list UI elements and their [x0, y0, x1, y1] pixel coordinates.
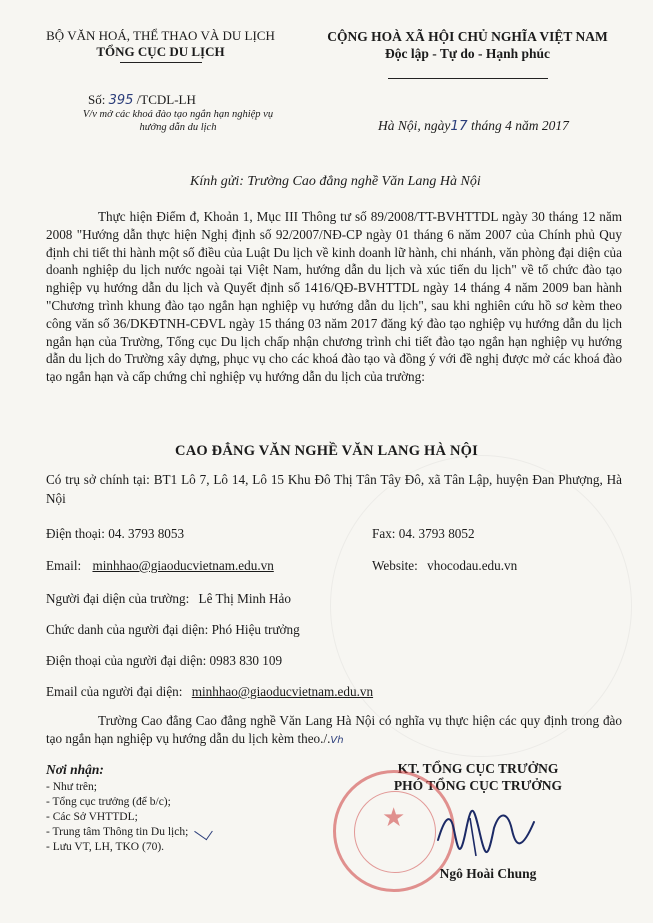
subject-line: V/v mở các khoá đào tạo ngắn hạn nghiệp vụ hướng dẫn du lịch — [82, 109, 274, 133]
address-field: Có trụ sở chính tại: BT1 Lô 7, Lô 14, Lô 15 Khu Đô Thị Tân Tây Đô, xã Tân Lập, huyện Đan Phượng, Hà Nội — [46, 472, 623, 506]
document-number: Số: 395 /TCDL-LH — [88, 92, 196, 108]
list-item: - Các Sở VHTTDL; — [46, 810, 138, 823]
rep-phone-field: Điện thoại của người đại diện: 0983 830 109 — [46, 653, 283, 668]
issuer-block — [38, 28, 283, 60]
agency-name: TỔNG CỤC DU LỊCH — [96, 44, 225, 59]
national-motto: Độc lập - Tự do - Hạnh phúc — [384, 46, 551, 61]
phone-field: Điện thoại: 04. 3793 8053 — [46, 526, 185, 541]
representative-field: Người đại diện của trường: Lê Thị Minh Hảo — [46, 591, 291, 606]
email-link[interactable]: minhhao@giaoducvietnam.edu.vn — [92, 558, 274, 573]
handwritten-day: 17 — [450, 118, 468, 134]
motto-underline — [388, 78, 548, 79]
list-item: - Như trên; — [46, 780, 97, 793]
check-mark-icon — [194, 823, 213, 841]
body-paragraph: Thực hiện Điểm đ, Khoản 1, Mục III Thông tư số 89/2008/TT-BVHTTDL ngày 30 tháng 12 năm 2008 "Hướng dẫn thực hiện Nghị định số 92/2007/NĐ-CP ngày 01 tháng 6 năm 2007 của Chính phủ Quy định chi tiết thi hành một số điều của Luật Du lịch về kinh doanh lữ hành, chi nhánh, văn phòng đại diện của doanh nghiệp du lịch nước ngoài tại Việt Nam, hướng dẫn du lịch và xúc tiến du lịch" về tổ chức đào tạo nghiệp vụ hướng dẫn du lịch và Quyết định số 1416/QĐ-BVHTTDL ngày 14 tháng 4 năm 2009 ban hành "Chương trình khung đào tạo ngắn hạn nghiệp vụ hướng dẫn du lịch", sau khi nghiên cứu hồ sơ kèm theo công văn số 36/DKĐTNH-CĐVL ngày 15 tháng 03 năm 2017 đăng ký đào tạo nghiệp vụ hướng dẫn du lịch ngắn hạn của Trường, Tổng cục Du lịch chấp nhận chương trình chi tiết đào tạo ngắn hạn nghiệp vụ hướng dẫn du lịch do Trường xây dựng, phục vụ cho các khoá đào tạo và đồng ý với đề nghị được mở các khoá đào tạo ngắn hạn và cấp chứng chỉ nghiệp vụ hướng dẫn du lịch của trường: — [46, 209, 622, 385]
recipient-line: Kính gửi: Trường Cao đẳng nghề Văn Lang Hà Nội — [190, 174, 481, 189]
rep-title-field: Chức danh của người đại diện: Phó Hiệu trưởng — [46, 622, 300, 637]
star-icon: ★ — [382, 803, 406, 833]
national-header — [300, 28, 635, 62]
list-item: - Lưu VT, LH, TKO (70). — [46, 840, 165, 853]
recipients-list — [46, 762, 188, 855]
handwritten-number: 395 — [108, 93, 134, 108]
handwritten-signature — [430, 800, 550, 870]
school-name: CAO ĐẲNG VĂN NGHỀ VĂN LANG HÀ NỘI — [175, 443, 478, 459]
handwritten-mark: Vh — [330, 734, 344, 746]
website-field: Website: vhocodau.edu.vn — [372, 558, 518, 573]
recipients-title: Nơi nhận: — [46, 762, 104, 777]
ministry-name: BỘ VĂN HOÁ, THỂ THAO VÀ DU LỊCH — [46, 28, 275, 43]
closing-paragraph: Trường Cao đẳng Cao đẳng nghề Văn Lang Hà Nội có nghĩa vụ thực hiện các quy định trong đào tạo ngắn hạn nghiệp vụ hướng dẫn du lịch kèm theo./.Vh — [46, 713, 622, 746]
email-field: Email: minhhao@giaoducvietnam.edu.vn — [46, 558, 274, 573]
issue-date: Hà Nội, ngày17 tháng 4 năm 2017 — [378, 118, 569, 134]
list-item: - Tổng cục trưởng (để b/c); — [46, 795, 171, 808]
rep-email-link[interactable]: minhhao@giaoducvietnam.edu.vn — [191, 684, 374, 699]
country-name: CỘNG HOÀ XÃ HỘI CHỦ NGHĨA VIỆT NAM — [327, 29, 608, 44]
list-item: - Trung tâm Thông tin Du lịch; — [46, 825, 189, 838]
website-link[interactable]: vhocodau.edu.vn — [427, 558, 518, 573]
signer-name: Ngô Hoài Chung — [439, 866, 537, 881]
issuer-underline — [120, 62, 202, 63]
rep-email-field: Email của người đại diện: minhhao@giaoducvietnam.edu.vn — [46, 684, 374, 699]
recipients-items — [46, 780, 188, 855]
fax-field: Fax: 04. 3793 8052 — [372, 526, 475, 541]
signature-title: KT. TỔNG CỤC TRƯỞNG PHÓ TỔNG CỤC TRƯỞNG — [393, 761, 563, 793]
